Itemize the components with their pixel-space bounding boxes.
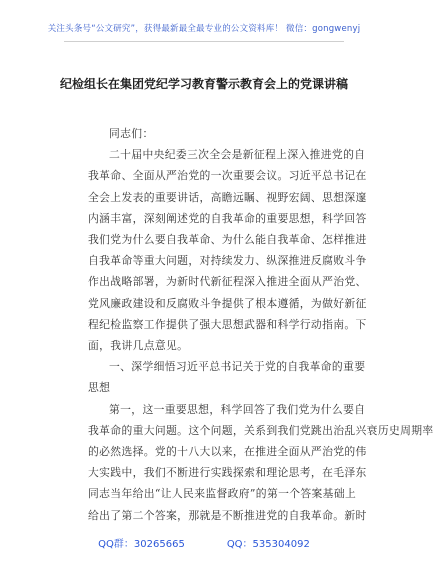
- footer-qq: QQ：535304092: [226, 539, 310, 550]
- body-line: 我革命、全面从严治党的一次重要会议。习近平总书记在: [88, 169, 367, 183]
- body-line: 全会上发表的重要讲话，高瞻远瞩、视野宏阔、思想深邃: [88, 190, 367, 204]
- body-line: 程纪检监察工作提供了强大思想武器和科学行动指南。下: [88, 317, 367, 331]
- document-body: [88, 123, 434, 526]
- body-line: 我革命的重大问题。这个问题，关系到我们党跳出治乱兴衰历史周期率: [88, 423, 434, 437]
- footer-contact: [0, 535, 408, 550]
- body-line: 作出战略部署，为新时代新征程深入推进全面从严治党、: [88, 275, 367, 289]
- header-note: 关注头条号“公文研究”，获得最新最全最专业的公文资料库！ 微信：gongwenyj: [47, 24, 361, 34]
- body-line: 二十届中央纪委三次全会是新征程上深入推进党的自: [109, 148, 366, 162]
- body-line: 面，我讲几点意见。: [88, 339, 189, 353]
- body-line: 我们党为什么要自我革命、为什么能自我革命、怎样推进: [88, 233, 367, 247]
- body-line: 党风廉政建设和反腐败斗争提供了根本遵循，为做好新征: [88, 296, 367, 310]
- section-heading-cont: 思想: [88, 381, 111, 395]
- body-line: 的必然选择。党的十八大以来，在推进全面从严治党的伟: [88, 445, 367, 459]
- body-line: 自我革命等重大问题，对持续发力、纵深推进反腐败斗争: [88, 254, 367, 268]
- body-line: 同志当年给出“让人民来监督政府”的第一个答案基础上: [88, 487, 357, 501]
- salutation: 同志们：: [109, 127, 154, 140]
- document-title: 纪检组长在集团党纪学习教育警示教育会上的党课讲稿: [59, 77, 348, 91]
- header-divider: [64, 41, 344, 42]
- footer-qq-group: QQ群：30265665: [98, 539, 185, 550]
- section-heading: 一、深学细悟习近平总书记关于党的自我革命的重要: [109, 360, 366, 374]
- body-line: 内涵丰富，深刻阐述党的自我革命的重要思想，科学回答: [88, 211, 367, 225]
- body-line: 第一，这一重要思想，科学回答了我们党为什么要自: [109, 402, 366, 416]
- body-line: 给出了第二个答案，那就是不断推进党的自我革命。新时: [88, 508, 367, 522]
- body-line: 大实践中，我们不断进行实践探索和理论思考，在毛泽东: [88, 466, 367, 480]
